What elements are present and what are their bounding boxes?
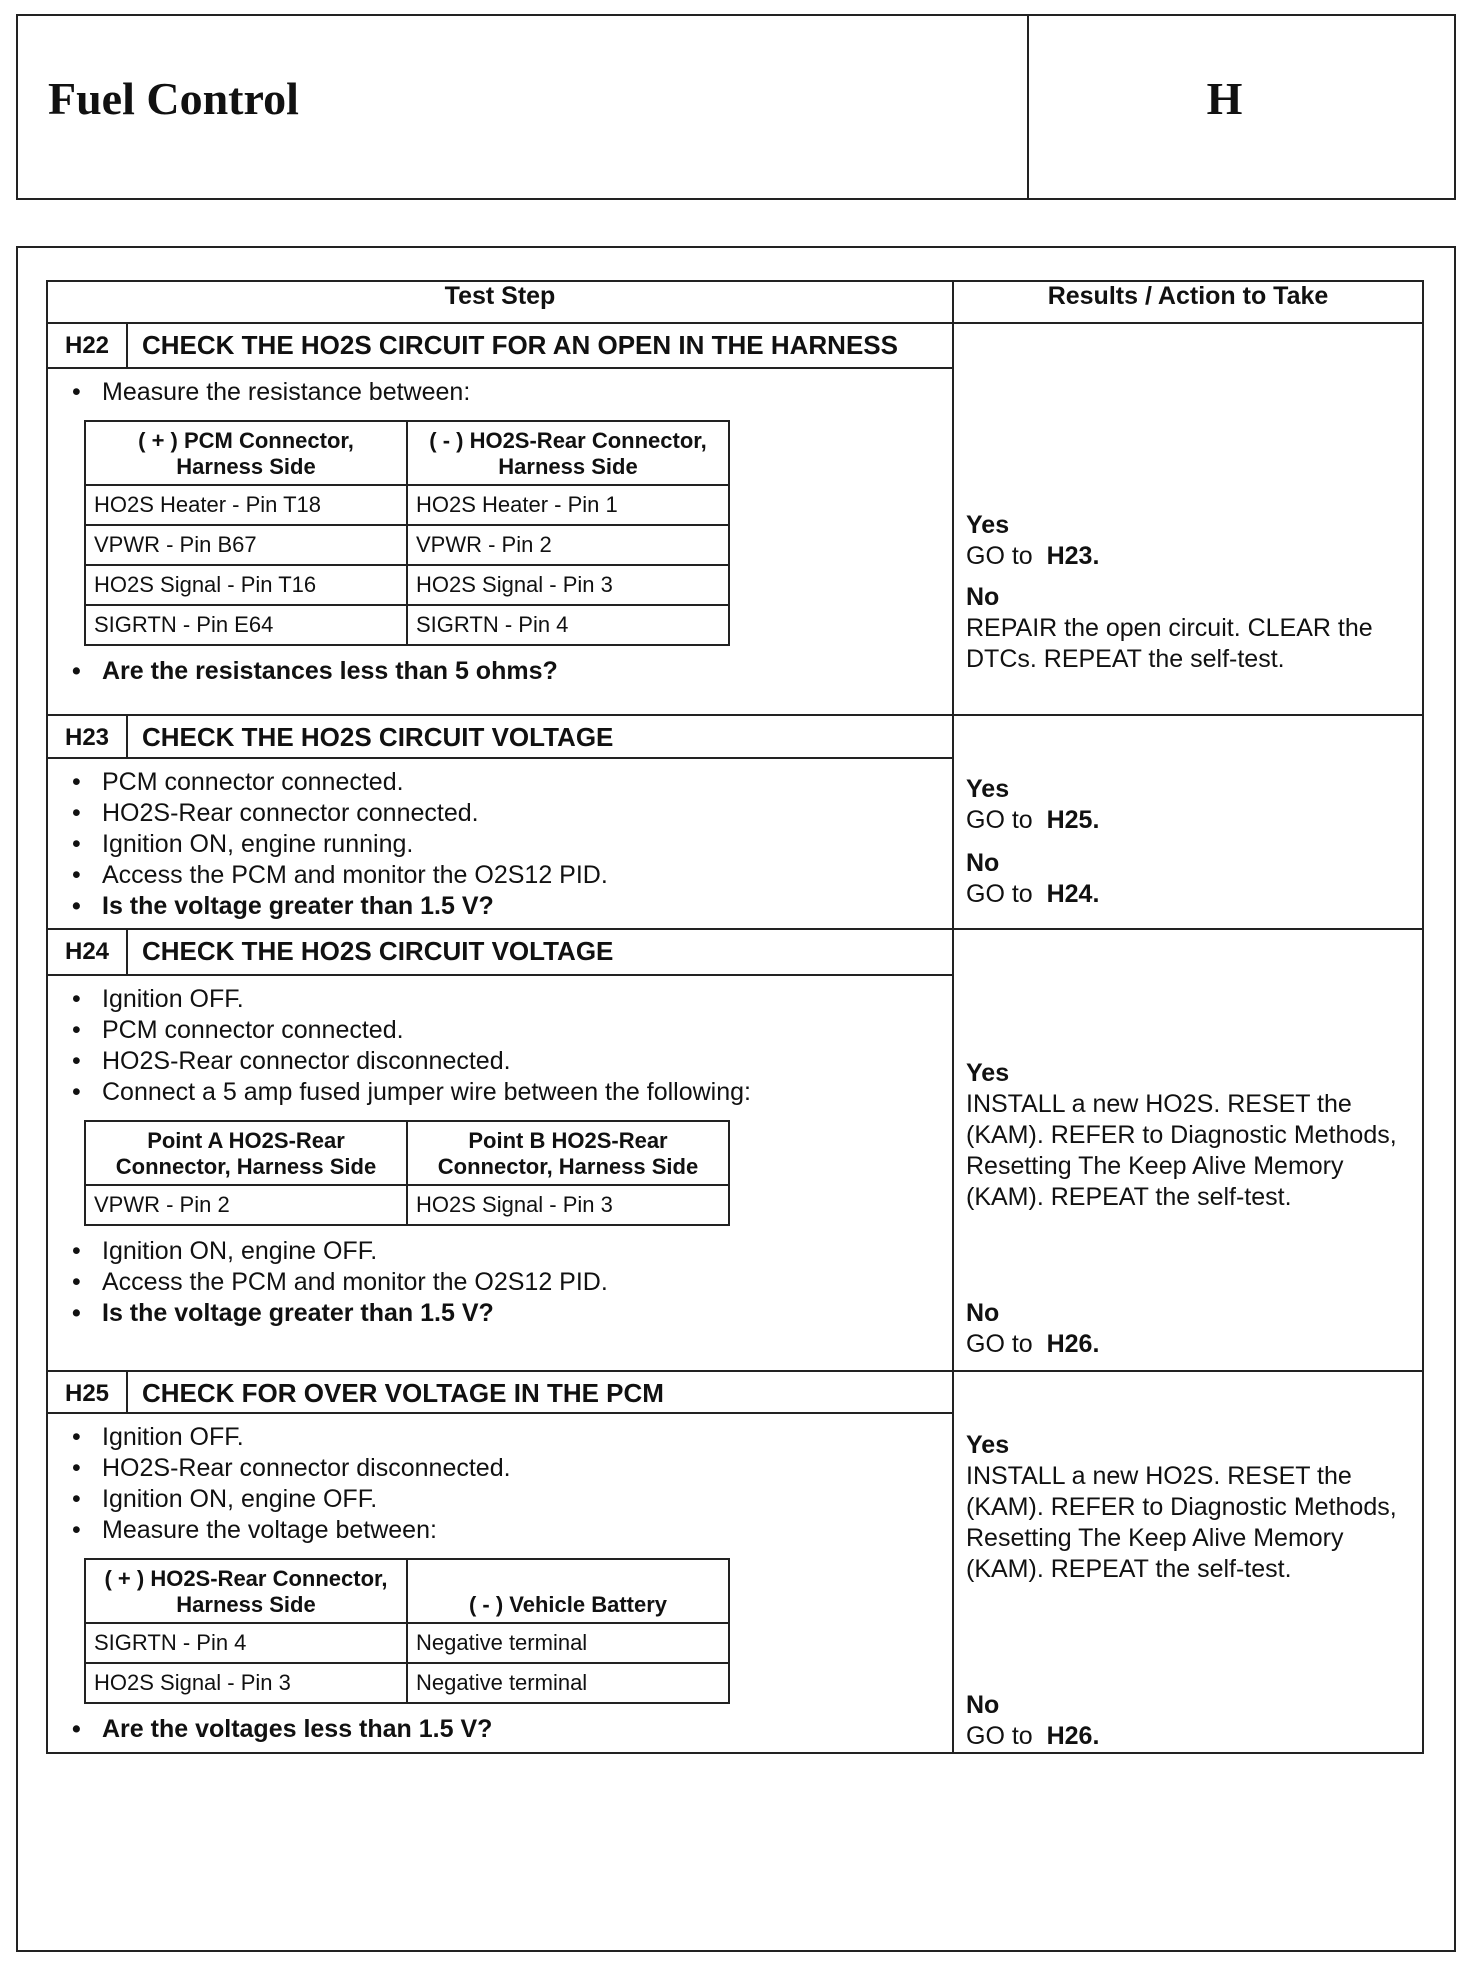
results-cell bbox=[953, 929, 1423, 1371]
step-body bbox=[47, 1413, 953, 1752]
inner-cell: HO2S Signal - Pin 3 bbox=[407, 1185, 729, 1225]
step-bullet: • Ignition ON, engine OFF. bbox=[64, 1236, 942, 1267]
step-body bbox=[47, 368, 953, 715]
col-header-results: Results / Action to Take bbox=[953, 281, 1423, 323]
inner-cell: HO2S Signal - Pin T16 bbox=[85, 565, 407, 605]
step-id: H22 bbox=[47, 323, 127, 368]
measurement-table bbox=[84, 420, 730, 646]
inner-cell: HO2S Signal - Pin 3 bbox=[85, 1663, 407, 1703]
jumper-table bbox=[84, 1120, 730, 1226]
step-row-h24 bbox=[47, 929, 1423, 976]
result-no bbox=[966, 1690, 1412, 1752]
inner-header: ( - ) HO2S-Rear Connector, Harness Side bbox=[407, 421, 729, 485]
inner-cell: HO2S Heater - Pin 1 bbox=[407, 485, 729, 525]
diagnostic-table bbox=[46, 280, 1424, 1754]
page-title: Fuel Control bbox=[48, 73, 299, 124]
no-action: REPAIR the open circuit. CLEAR the DTCs. REPEAT the self-test. bbox=[966, 614, 1373, 673]
step-body bbox=[47, 758, 953, 929]
inner-cell: SIGRTN - Pin E64 bbox=[85, 605, 407, 645]
no-label: No bbox=[966, 583, 1000, 611]
inner-cell: VPWR - Pin 2 bbox=[407, 525, 729, 565]
no-target: H26. bbox=[1046, 1329, 1100, 1358]
result-yes bbox=[966, 774, 1412, 836]
step-title: CHECK THE HO2S CIRCUIT VOLTAGE bbox=[127, 929, 953, 976]
step-question: • Is the voltage greater than 1.5 V? bbox=[64, 1298, 942, 1329]
inner-cell: Negative terminal bbox=[407, 1623, 729, 1663]
results-cell bbox=[953, 1371, 1423, 1753]
inner-header: Point A HO2S-Rear Connector, Harness Side bbox=[85, 1121, 407, 1185]
inner-cell: VPWR - Pin 2 bbox=[85, 1185, 407, 1225]
step-bullet: • Measure the voltage between: bbox=[64, 1515, 942, 1546]
inner-header: ( - ) Vehicle Battery bbox=[407, 1559, 729, 1623]
inner-cell: Negative terminal bbox=[407, 1663, 729, 1703]
step-bullet: • Access the PCM and monitor the O2S12 PID. bbox=[64, 860, 942, 891]
no-action: GO to bbox=[966, 1721, 1033, 1750]
inner-cell: SIGRTN - Pin 4 bbox=[85, 1623, 407, 1663]
no-target: H24. bbox=[1046, 880, 1100, 908]
yes-action: INSTALL a new HO2S. RESET the (KAM). REFER to Diagnostic Methods, Resetting The Keep Alive Memory (KAM). REPEAT the self-test. bbox=[966, 1461, 1397, 1583]
result-no bbox=[966, 848, 1412, 910]
step-question: • Are the resistances less than 5 ohms? bbox=[64, 656, 942, 687]
step-bullet: • HO2S-Rear connector disconnected. bbox=[64, 1046, 942, 1077]
inner-header: ( + ) HO2S-Rear Connector, Harness Side bbox=[85, 1559, 407, 1623]
inner-header: ( + ) PCM Connector, Harness Side bbox=[85, 421, 407, 485]
no-target: H26. bbox=[1046, 1721, 1100, 1750]
result-yes bbox=[966, 1058, 1412, 1213]
yes-label: Yes bbox=[966, 511, 1010, 539]
results-cell bbox=[953, 715, 1423, 929]
result-yes bbox=[966, 1430, 1412, 1585]
step-bullet: • HO2S-Rear connector connected. bbox=[64, 798, 942, 829]
section-letter: H bbox=[1206, 73, 1243, 124]
no-label: No bbox=[966, 849, 1000, 877]
step-bullet: • Measure the resistance between: bbox=[64, 377, 942, 408]
voltage-table bbox=[84, 1558, 730, 1704]
result-no bbox=[966, 582, 1412, 675]
step-title: CHECK FOR OVER VOLTAGE IN THE PCM bbox=[127, 1371, 953, 1414]
step-bullet: • Ignition ON, engine OFF. bbox=[64, 1484, 942, 1515]
yes-label: Yes bbox=[966, 1058, 1010, 1087]
step-row-h25 bbox=[47, 1371, 1423, 1414]
step-bullet: • Ignition OFF. bbox=[64, 1422, 942, 1453]
step-bullet: • PCM connector connected. bbox=[64, 1015, 942, 1046]
no-label: No bbox=[966, 1690, 1000, 1719]
inner-cell: SIGRTN - Pin 4 bbox=[407, 605, 729, 645]
inner-cell: HO2S Heater - Pin T18 bbox=[85, 485, 407, 525]
col-header-test-step: Test Step bbox=[47, 281, 953, 323]
step-id: H23 bbox=[47, 715, 127, 758]
yes-action: INSTALL a new HO2S. RESET the (KAM). REFER to Diagnostic Methods, Resetting The Keep Alive Memory (KAM). REPEAT the self-test. bbox=[966, 1089, 1397, 1211]
yes-label: Yes bbox=[966, 775, 1010, 803]
step-body bbox=[47, 975, 953, 1370]
result-yes bbox=[966, 510, 1412, 572]
step-row-h23 bbox=[47, 715, 1423, 758]
inner-header: Point B HO2S-Rear Connector, Harness Side bbox=[407, 1121, 729, 1185]
yes-target: H25. bbox=[1046, 806, 1100, 834]
step-bullet: • Connect a 5 amp fused jumper wire between the following: bbox=[64, 1077, 942, 1108]
inner-cell: HO2S Signal - Pin 3 bbox=[407, 565, 729, 605]
no-label: No bbox=[966, 1298, 1000, 1327]
step-row-h22 bbox=[47, 323, 1423, 368]
yes-target: H23. bbox=[1046, 542, 1100, 570]
step-bullet: • PCM connector connected. bbox=[64, 767, 942, 798]
yes-label: Yes bbox=[966, 1430, 1010, 1459]
yes-action: GO to bbox=[966, 542, 1033, 570]
step-bullet: • Access the PCM and monitor the O2S12 PID. bbox=[64, 1267, 942, 1298]
no-action: GO to bbox=[966, 880, 1033, 908]
inner-cell: VPWR - Pin B67 bbox=[85, 525, 407, 565]
results-cell bbox=[953, 323, 1423, 715]
step-question: • Is the voltage greater than 1.5 V? bbox=[64, 891, 942, 922]
step-question: • Are the voltages less than 1.5 V? bbox=[64, 1714, 942, 1745]
step-title: CHECK THE HO2S CIRCUIT FOR AN OPEN IN THE HARNESS bbox=[127, 323, 953, 368]
step-bullet: • Ignition ON, engine running. bbox=[64, 829, 942, 860]
step-id: H24 bbox=[47, 929, 127, 976]
step-title: CHECK THE HO2S CIRCUIT VOLTAGE bbox=[127, 715, 953, 758]
yes-action: GO to bbox=[966, 806, 1033, 834]
step-id: H25 bbox=[47, 1371, 127, 1414]
step-bullet: • Ignition OFF. bbox=[64, 984, 942, 1015]
result-no bbox=[966, 1298, 1412, 1360]
no-action: GO to bbox=[966, 1329, 1033, 1358]
step-bullet: • HO2S-Rear connector disconnected. bbox=[64, 1453, 942, 1484]
